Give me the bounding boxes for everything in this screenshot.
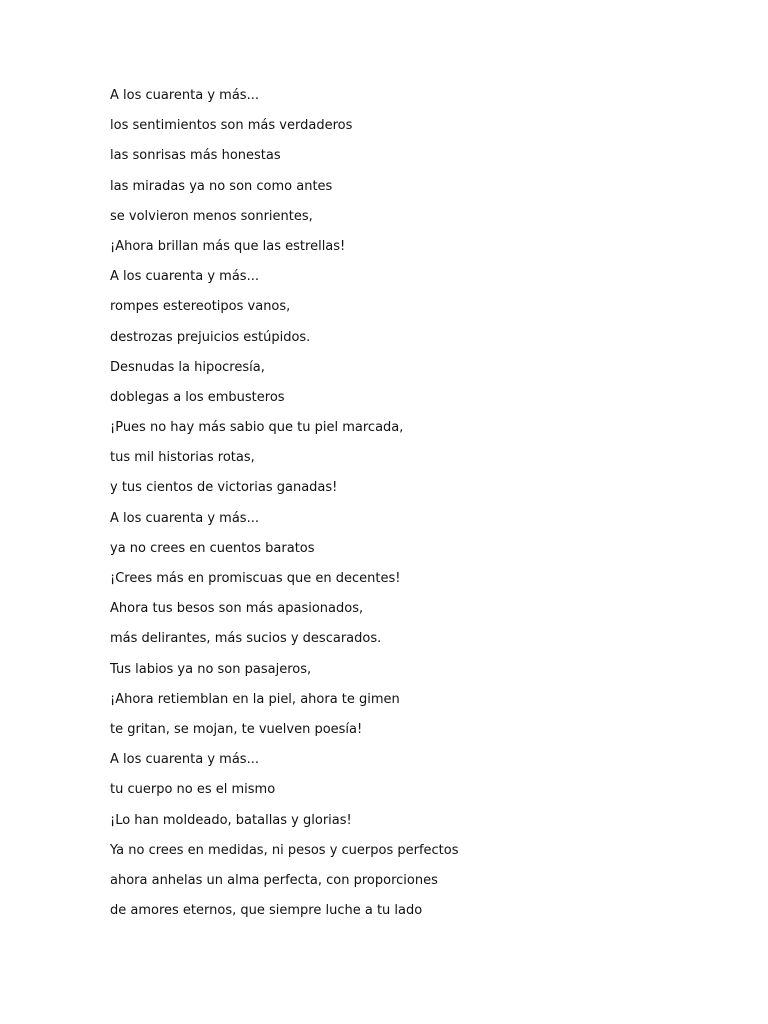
poem-line: doblegas a los embusteros bbox=[110, 389, 285, 405]
poem-line: ¡Pues no hay más sabio que tu piel marcada, bbox=[110, 420, 404, 436]
poem-line: ¡Lo han moldeado, batallas y glorias! bbox=[110, 812, 352, 828]
poem-line: tus mil historias rotas, bbox=[110, 450, 255, 466]
poem-line: Tus labios ya no son pasajeros, bbox=[110, 661, 312, 677]
poem-line: las miradas ya no son como antes bbox=[110, 178, 333, 194]
poem-line: tu cuerpo no es el mismo bbox=[110, 782, 276, 798]
poem-line: A los cuarenta y más... bbox=[110, 752, 259, 768]
poem-line: ¡Crees más en promiscuas que en decentes! bbox=[110, 571, 401, 586]
poem-line: A los cuarenta y más... bbox=[110, 88, 259, 103]
poem-line: A los cuarenta y más... bbox=[110, 510, 259, 526]
poem-line: A los cuarenta y más... bbox=[110, 269, 259, 285]
poem-line: ¡Ahora retiemblan en la piel, ahora te gimen bbox=[110, 691, 400, 707]
poem-line: y tus cientos de victorias ganadas! bbox=[110, 480, 338, 496]
poem-line: de amores eternos, que siempre luche a tu lado bbox=[110, 903, 423, 919]
poem-line: los sentimientos son más verdaderos bbox=[110, 118, 353, 134]
poem-line: más delirantes, más sucios y descarados. bbox=[110, 631, 382, 647]
poem-line: te gritan, se mojan, te vuelven poesía! bbox=[110, 721, 363, 737]
poem-line: rompes estereotipos vanos, bbox=[110, 299, 291, 315]
poem-line: ya no crees en cuentos baratos bbox=[110, 540, 315, 556]
poem-line: las sonrisas más honestas bbox=[110, 148, 281, 164]
poem-line: Desnudas la hipocresía, bbox=[110, 359, 265, 375]
poem-text bbox=[110, 84, 710, 929]
poem-line: Ya no crees en medidas, ni pesos y cuerpos perfectos bbox=[110, 842, 459, 858]
poem-line: destrozas prejuicios estúpidos. bbox=[110, 329, 311, 345]
poem-line: ahora anhelas un alma perfecta, con proporciones bbox=[110, 872, 438, 888]
poem-line: se volvieron menos sonrientes, bbox=[110, 208, 313, 224]
poem-line: ¡Ahora brillan más que las estrellas! bbox=[110, 238, 346, 254]
poem-line: Ahora tus besos son más apasionados, bbox=[110, 601, 364, 617]
